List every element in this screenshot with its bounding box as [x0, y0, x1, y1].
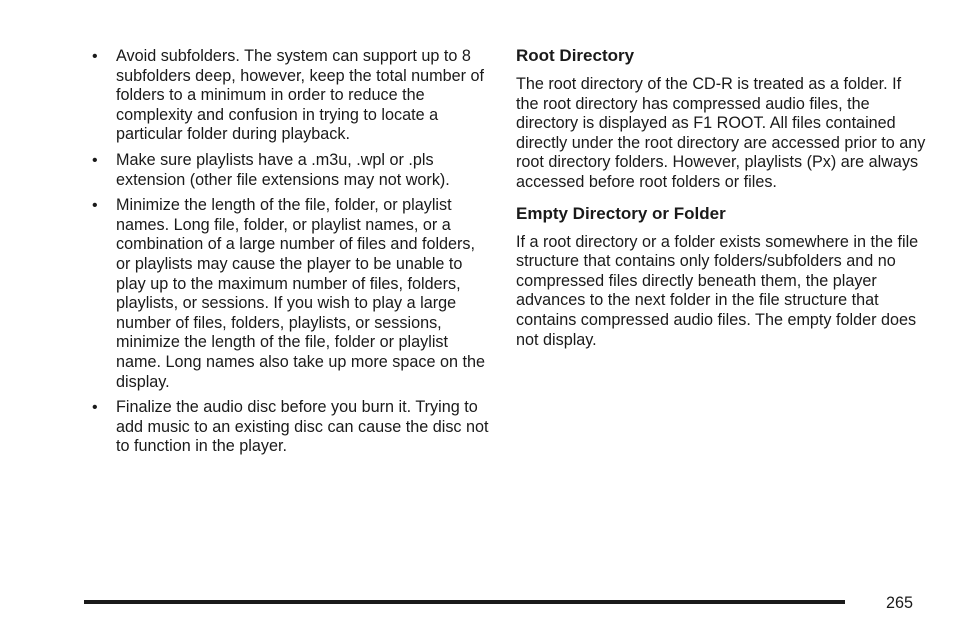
bullet-item-finalize: [92, 398, 492, 457]
root-directory-body: The root directory of the CD-R is treated as a folder. If the root directory has compressed audio files, the directory is displayed as F1 ROOT. All files contained directly under the root directory are accessed prior to any root directory folders. However, playlists (Px) are always accessed before root folders or files.: [516, 75, 926, 191]
bullet-text: Minimize the length of the file, folder, or playlist names. Long file, folder, or playlist names, or a combination of a large number of files and folders, or playlists may cause the player to be unable to play up to the maximum number of files, folders, playlists, or sessions. If you wish to play a large number of files, folders, playlists, or sessions, minimize the length of the file, folder or playlist name. Long names also take up more space on the display.: [116, 196, 485, 391]
bullet-text: Avoid subfolders. The system can support up to 8 subfolders deep, however, keep the total number of folders to a minimum in order to reduce the complexity and confusion in trying to locate a particular folder during playback.: [116, 47, 485, 144]
bullet-dot: •: [92, 197, 98, 215]
right-column: [516, 45, 926, 360]
bullet-dot: •: [92, 151, 98, 169]
bullet-list: [92, 47, 492, 457]
root-directory-heading: Root Directory: [516, 46, 635, 65]
bullet-item-playlists: [92, 151, 492, 190]
bullet-text: Make sure playlists have a .m3u, .wpl or .pls extension (other file extensions may not work).: [116, 150, 450, 189]
empty-directory-heading: Empty Directory or Folder: [516, 203, 726, 223]
bullet-dot: •: [92, 48, 98, 65]
footer-divider: [84, 600, 845, 604]
bullet-item-name-length: [92, 196, 492, 392]
page-number: 265: [886, 594, 914, 612]
bullet-text: Finalize the audio disc before you burn it. Trying to add music to an existing disc can cause the disc not to function in the player.: [116, 398, 489, 456]
left-column: [92, 47, 492, 463]
empty-directory-body: If a root directory or a folder exists somewhere in the file structure that contains only folders/subfolders and no compressed files directly beneath them, the player advances to the next folder in the file structure that contains compressed audio files. The empty folder does not display.: [516, 232, 919, 349]
bullet-dot: •: [92, 399, 98, 417]
bullet-item-subfolders: [92, 47, 492, 145]
